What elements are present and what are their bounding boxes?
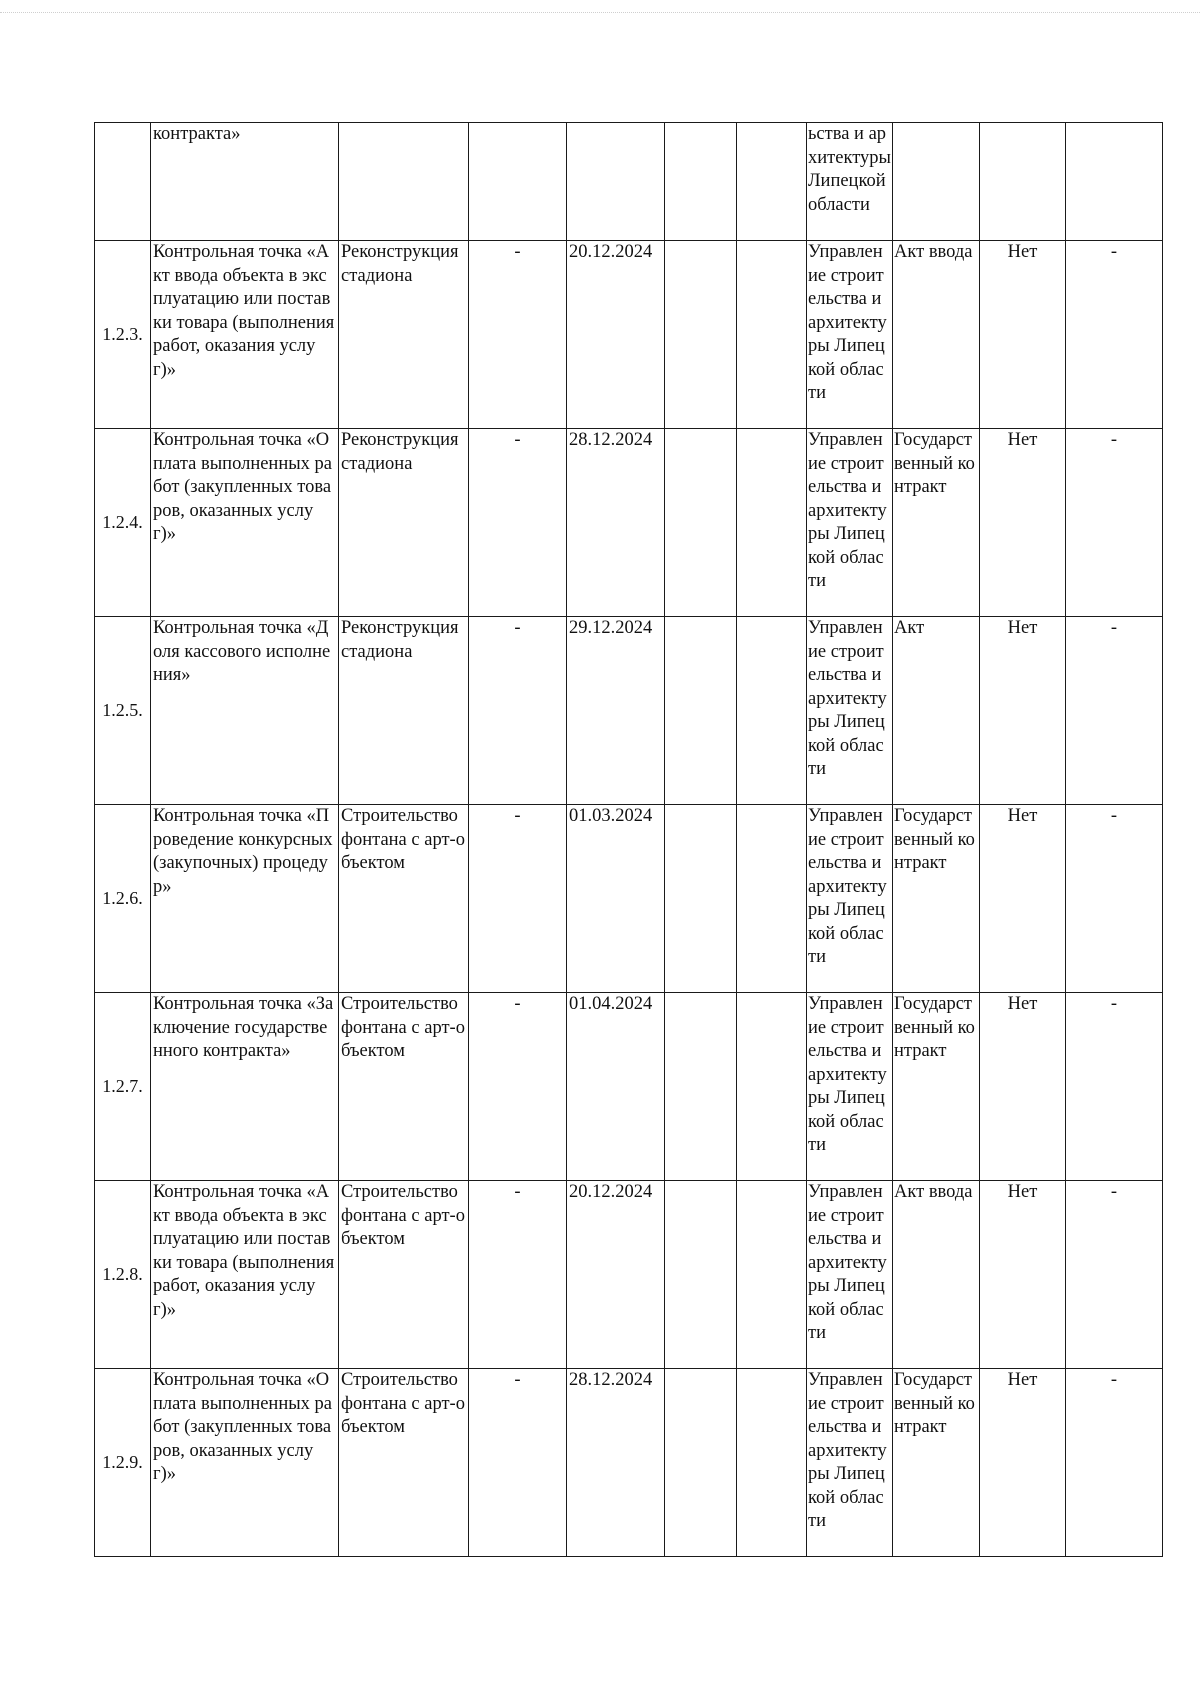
table-row: [95, 617, 1163, 805]
due-date: 20.12.2024: [567, 241, 665, 429]
object-name: Строительство фонтана с арт-объектом: [339, 993, 469, 1181]
responsible-executor: Управление строительства и архитектуры Липецкой области: [807, 805, 893, 993]
control-point-name: Контрольная точка «Доля кассового исполнения»: [151, 617, 339, 805]
table-row: [95, 241, 1163, 429]
control-point-name: Контрольная точка «Оплата выполненных работ (закупленных товаров, оказанных услуг)»: [151, 429, 339, 617]
confirming-document: Государственный контракт: [893, 1369, 980, 1557]
control-point-name: контракта»: [151, 123, 339, 241]
empty-value: -: [469, 617, 567, 805]
control-point-name: Контрольная точка «Проведение конкурсных (закупочных) процедур»: [151, 805, 339, 993]
info-system-flag: Нет: [980, 1181, 1066, 1369]
info-system-flag: Нет: [980, 241, 1066, 429]
row-number: 1.2.6.: [95, 805, 151, 993]
due-date: 01.03.2024: [567, 805, 665, 993]
confirming-document: Государственный контракт: [893, 429, 980, 617]
responsible-executor: ьства и архитектуры Липецкой области: [807, 123, 893, 241]
empty-value: -: [1066, 429, 1163, 617]
empty-value: -: [469, 241, 567, 429]
confirming-document: Акт ввода: [893, 1181, 980, 1369]
empty-value: -: [1066, 241, 1163, 429]
confirming-document: Государственный контракт: [893, 805, 980, 993]
blank-cell: [665, 1369, 737, 1557]
blank-cell: [737, 429, 807, 617]
table-row: [95, 429, 1163, 617]
blank-cell: [665, 123, 737, 241]
page-top-edge: [0, 12, 1200, 13]
due-date: 29.12.2024: [567, 617, 665, 805]
control-point-name: Контрольная точка «Заключение государственного контракта»: [151, 993, 339, 1181]
control-point-name: Контрольная точка «Акт ввода объекта в эксплуатацию или поставки товара (выполнения работ, оказания услуг)»: [151, 241, 339, 429]
row-number: 1.2.4.: [95, 429, 151, 617]
object-name: Реконструкция стадиона: [339, 617, 469, 805]
row-number: 1.2.9.: [95, 1369, 151, 1557]
empty-value: [469, 123, 567, 241]
info-system-flag: Нет: [980, 993, 1066, 1181]
empty-value: -: [469, 993, 567, 1181]
empty-value: -: [1066, 993, 1163, 1181]
empty-value: -: [1066, 617, 1163, 805]
responsible-executor: Управление строительства и архитектуры Липецкой области: [807, 993, 893, 1181]
due-date: [567, 123, 665, 241]
row-number: 1.2.5.: [95, 617, 151, 805]
empty-value: -: [469, 1181, 567, 1369]
due-date: 01.04.2024: [567, 993, 665, 1181]
empty-value: -: [1066, 1181, 1163, 1369]
due-date: 28.12.2024: [567, 1369, 665, 1557]
responsible-executor: Управление строительства и архитектуры Липецкой области: [807, 241, 893, 429]
blank-cell: [737, 617, 807, 805]
responsible-executor: Управление строительства и архитектуры Липецкой области: [807, 1369, 893, 1557]
control-point-name: Контрольная точка «Оплата выполненных работ (закупленных товаров, оказанных услуг)»: [151, 1369, 339, 1557]
empty-value: -: [469, 429, 567, 617]
empty-value: [1066, 123, 1163, 241]
responsible-executor: Управление строительства и архитектуры Липецкой области: [807, 1181, 893, 1369]
blank-cell: [737, 123, 807, 241]
control-point-name: Контрольная точка «Акт ввода объекта в эксплуатацию или поставки товара (выполнения работ, оказания услуг)»: [151, 1181, 339, 1369]
responsible-executor: Управление строительства и архитектуры Липецкой области: [807, 429, 893, 617]
table-row: [95, 805, 1163, 993]
info-system-flag: Нет: [980, 429, 1066, 617]
table-row: [95, 993, 1163, 1181]
due-date: 20.12.2024: [567, 1181, 665, 1369]
empty-value: -: [1066, 1369, 1163, 1557]
object-name: Реконструкция стадиона: [339, 429, 469, 617]
blank-cell: [737, 993, 807, 1181]
blank-cell: [665, 429, 737, 617]
object-name: Строительство фонтана с арт-объектом: [339, 1369, 469, 1557]
blank-cell: [737, 241, 807, 429]
due-date: 28.12.2024: [567, 429, 665, 617]
confirming-document: [893, 123, 980, 241]
object-name: Строительство фонтана с арт-объектом: [339, 805, 469, 993]
info-system-flag: [980, 123, 1066, 241]
row-number: [95, 123, 151, 241]
object-name: Реконструкция стадиона: [339, 241, 469, 429]
row-number: 1.2.8.: [95, 1181, 151, 1369]
control-points-table: [94, 122, 1163, 1557]
object-name: [339, 123, 469, 241]
blank-cell: [665, 993, 737, 1181]
confirming-document: Акт ввода: [893, 241, 980, 429]
info-system-flag: Нет: [980, 617, 1066, 805]
info-system-flag: Нет: [980, 1369, 1066, 1557]
table-row: [95, 1369, 1163, 1557]
table-row: [95, 1181, 1163, 1369]
blank-cell: [665, 805, 737, 993]
table-row: [95, 123, 1163, 241]
responsible-executor: Управление строительства и архитектуры Липецкой области: [807, 617, 893, 805]
empty-value: -: [469, 805, 567, 993]
empty-value: -: [469, 1369, 567, 1557]
confirming-document: Акт: [893, 617, 980, 805]
confirming-document: Государственный контракт: [893, 993, 980, 1181]
row-number: 1.2.7.: [95, 993, 151, 1181]
info-system-flag: Нет: [980, 805, 1066, 993]
blank-cell: [665, 617, 737, 805]
empty-value: -: [1066, 805, 1163, 993]
blank-cell: [737, 1181, 807, 1369]
object-name: Строительство фонтана с арт-объектом: [339, 1181, 469, 1369]
blank-cell: [737, 805, 807, 993]
blank-cell: [665, 1181, 737, 1369]
row-number: 1.2.3.: [95, 241, 151, 429]
blank-cell: [737, 1369, 807, 1557]
blank-cell: [665, 241, 737, 429]
